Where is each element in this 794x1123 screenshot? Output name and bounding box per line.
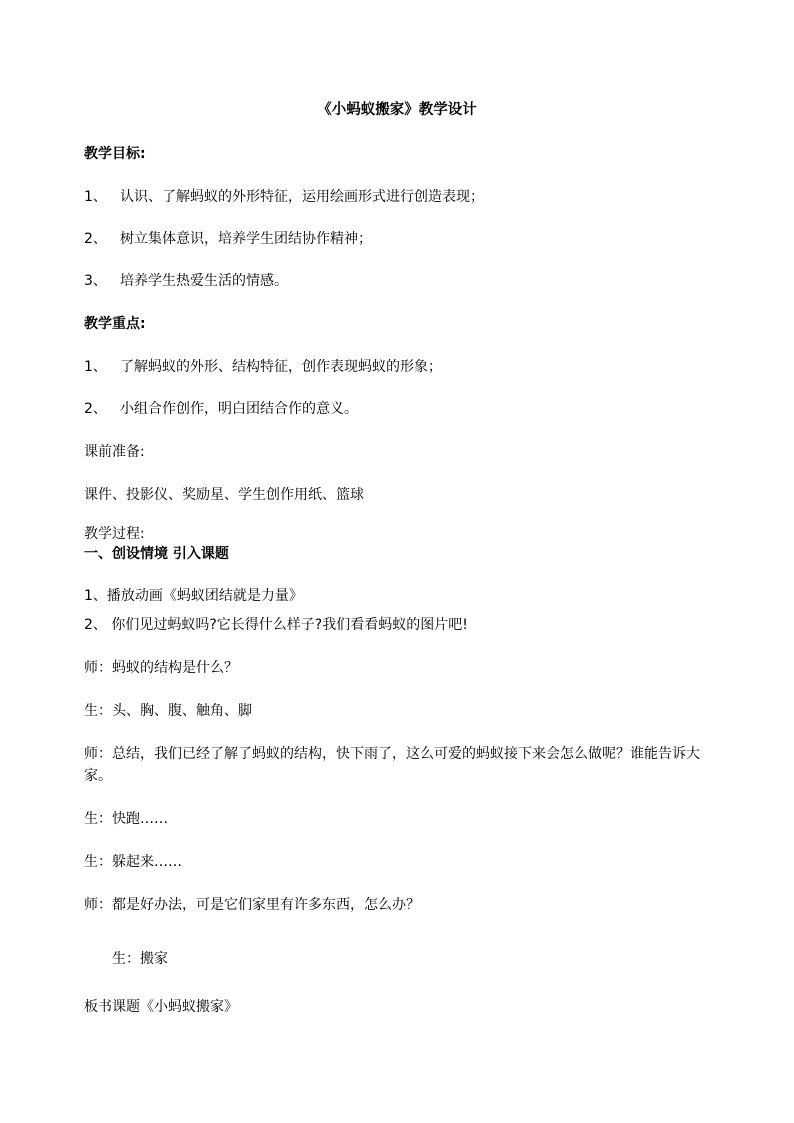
process-step-2: 2、 你们见过蚂蚁吗?它长得什么样子?我们看看蚂蚁的图片吧! <box>84 617 468 633</box>
objective-number: 1、 <box>84 189 107 205</box>
keypoint-item-1 <box>84 356 442 378</box>
dialogue-line-2: 生：头、胸、腹、触角、脚 <box>84 703 252 719</box>
process-heading: 教学过程: <box>84 526 145 542</box>
objective-text: 认识、了解蚂蚁的外形特征，运用绘画形式进行创造表现； <box>120 189 484 205</box>
objectives-heading: 教学目标: <box>84 146 146 162</box>
preparation-text: 课件、投影仪、奖励星、学生创作用纸、篮球 <box>84 487 364 503</box>
keypoint-text: 小组合作创作，明白团结合作的意义。 <box>120 401 358 417</box>
keypoint-number: 2、 <box>84 401 107 417</box>
dialogue-line-1: 师：蚂蚁的结构是什么？ <box>84 660 238 676</box>
keypoints-heading: 教学重点: <box>84 316 146 332</box>
dialogue-line-5: 生：躲起来…… <box>84 854 182 870</box>
objective-number: 3、 <box>84 273 107 289</box>
section-heading: 一、创设情境 引入课题 <box>84 546 229 562</box>
board-title-line: 板书课题《小蚂蚁搬家》 <box>84 999 238 1015</box>
preparation-heading: 课前准备: <box>84 444 145 460</box>
dialogue-line-6: 师：都是好办法，可是它们家里有许多东西，怎么办？ <box>84 897 420 913</box>
process-step-1: 1、播放动画《蚂蚁团结就是力量》 <box>84 588 303 604</box>
keypoint-item-2 <box>84 398 358 420</box>
document-title: 《小蚂蚁搬家》教学设计 <box>317 102 477 118</box>
objective-text: 树立集体意识，培养学生团结协作精神； <box>120 231 372 247</box>
objective-item-2 <box>84 228 372 250</box>
objective-item-1 <box>84 186 484 208</box>
objective-item-3 <box>84 270 288 292</box>
dialogue-line-7: 生：搬家 <box>112 951 168 967</box>
keypoint-text: 了解蚂蚁的外形、结构特征，创作表现蚂蚁的形象； <box>120 359 442 375</box>
dialogue-line-4: 生：快跑…… <box>84 811 168 827</box>
objective-text: 培养学生热爱生活的情感。 <box>120 273 288 289</box>
objective-number: 2、 <box>84 231 107 247</box>
dialogue-line-3: 师：总结，我们已经了解了蚂蚁的结构，快下雨了，这么可爱的蚂蚁接下来会怎么做呢？谁能告诉大家。 <box>84 746 700 784</box>
keypoint-number: 1、 <box>84 359 107 375</box>
